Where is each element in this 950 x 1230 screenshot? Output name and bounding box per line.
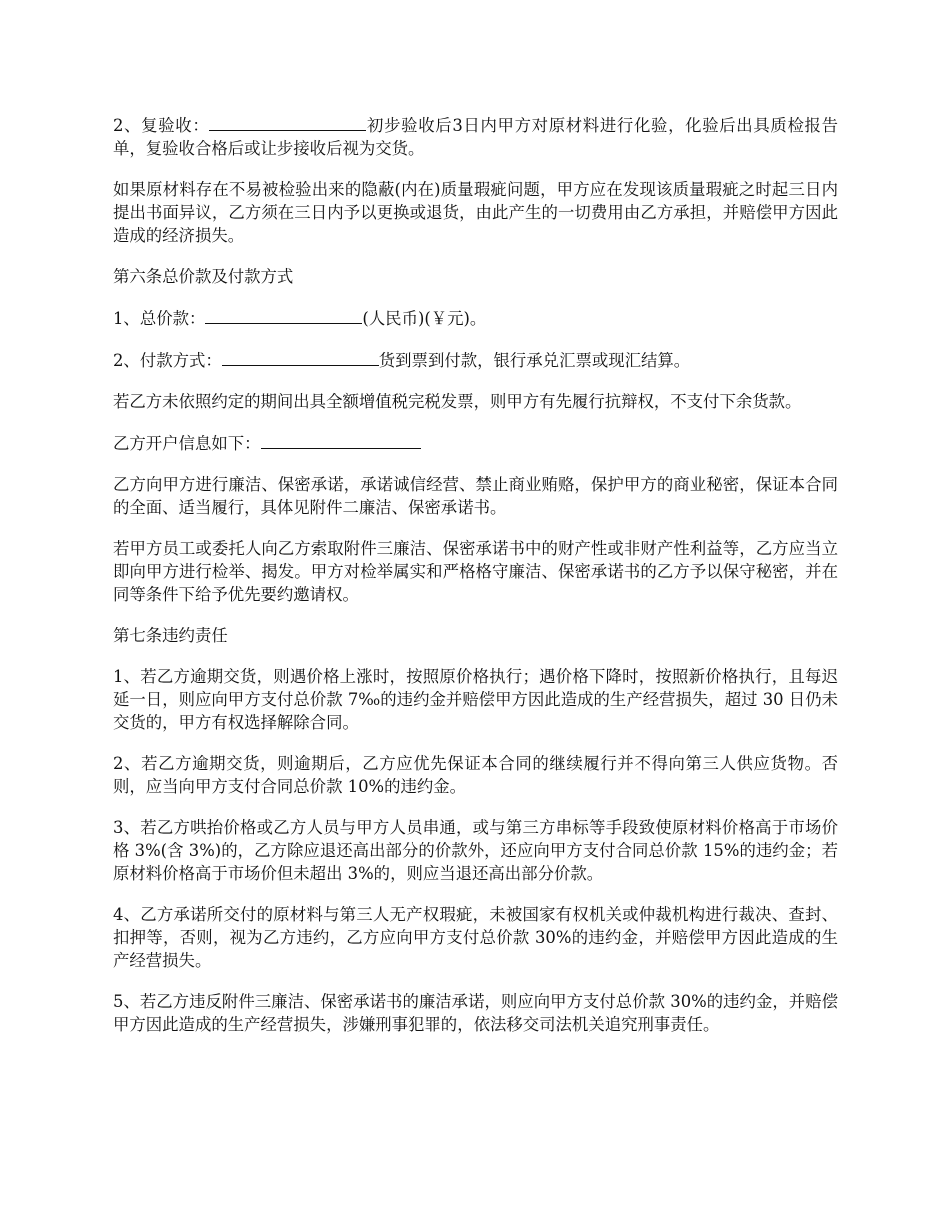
- paragraph-title-defects: 4、乙方承诺所交付的原材料与第三人无产权瑕疵，未被国家有权机关或仲裁机构进行裁决、查封、扣押等，否则，视为乙方违约，乙方应向甲方支付总价款 30%的违约金，并赔偿甲方因此造成的生产经营损失。: [113, 905, 838, 970]
- paragraph-payment-method: [113, 348, 838, 372]
- paragraph-whistleblowing: 若甲方员工或委托人向乙方索取附件三廉洁、保密承诺书中的财产性或非财产性利益等，乙方应当立即向甲方进行检举、揭发。甲方对检举属实和严格格守廉洁、保密承诺书的乙方予以保守秘密，并在同等条件下给予优先要约邀请权。: [113, 539, 838, 604]
- paragraph-total-price: [113, 306, 838, 330]
- reinspection-text: 初步验收后3日内甲方对原材料进行化验，化验后出具质检报告单，复验收合格后或让步接收后视为交货。: [113, 116, 838, 158]
- total-price-unit: (人民币)(￥元)。: [362, 309, 487, 328]
- paragraph-late-delivery: 1、若乙方逾期交货，则遇价格上涨时，按照原价格执行；遇价格下降时，按照新价格执行，且每迟延一日，则应向甲方支付总价款 7‰的违约金并赔偿甲方因此造成的生产经营损失，超过 30 日仍未交货的，甲方有权选择解除合同。: [113, 667, 838, 732]
- reinspection-label: 2、复验收：: [113, 116, 210, 135]
- total-price-blank: [205, 306, 362, 324]
- paragraph-integrity-breach: 5、若乙方违反附件三廉洁、保密承诺书的廉洁承诺，则应向甲方支付总价款 30%的违约金，并赔偿甲方因此造成的生产经营损失，涉嫌刑事犯罪的，依法移交司法机关追究刑事责任。: [113, 992, 838, 1034]
- paragraph-invoice: 若乙方未依照约定的期间出具全额增值税完税发票，则甲方有先履行抗辩权，不支付下余货款。: [113, 392, 802, 411]
- paragraph-integrity-commitment: 乙方向甲方进行廉洁、保密承诺，承诺诚信经营、禁止商业贿赂，保护甲方的商业秘密，保证本合同的全面、适当履行，具体见附件二廉洁、保密承诺书。: [113, 475, 838, 517]
- bank-info-label: 乙方开户信息如下：: [113, 434, 261, 453]
- payment-method-blank: [222, 348, 379, 366]
- total-price-label: 1、总价款：: [113, 309, 206, 328]
- paragraph-hidden-defects: 如果原材料存在不易被检验出来的隐蔽(内在)质量瑕疵问题，甲方应在发现该质量瑕疵之时起三日内提出书面异议，乙方须在三日内予以更换或退货，由此产生的一切费用由乙方承担，并赔偿甲方因此造成的经济损失。: [113, 180, 838, 245]
- bank-info-blank: [261, 431, 421, 449]
- reinspection-blank: [209, 113, 366, 131]
- paragraph-reinspection: [113, 113, 838, 160]
- paragraph-bank-info: [113, 431, 838, 455]
- paragraph-price-collusion: 3、若乙方哄抬价格或乙方人员与甲方人员串通，或与第三方串标等手段致使原材料价格高于市场价格 3%(含 3%)的，乙方除应退还高出部分的价款外，还应向甲方支付合同总价款 15%的违约金；若原材料价格高于市场价但未超出 3%的，则应当退还高出部分价款。: [113, 818, 838, 883]
- payment-method-label: 2、付款方式：: [113, 351, 222, 370]
- paragraph-overdue-supply: 2、若乙方逾期交货，则逾期后，乙方应优先保证本合同的继续履行并不得向第三人供应货物。否则，应当向甲方支付合同总价款 10%的违约金。: [113, 754, 838, 796]
- heading-article-7: 第七条违约责任: [113, 626, 228, 645]
- heading-article-6: 第六条总价款及付款方式: [113, 267, 294, 286]
- payment-method-text: 货到票到付款，银行承兑汇票或现汇结算。: [378, 351, 691, 370]
